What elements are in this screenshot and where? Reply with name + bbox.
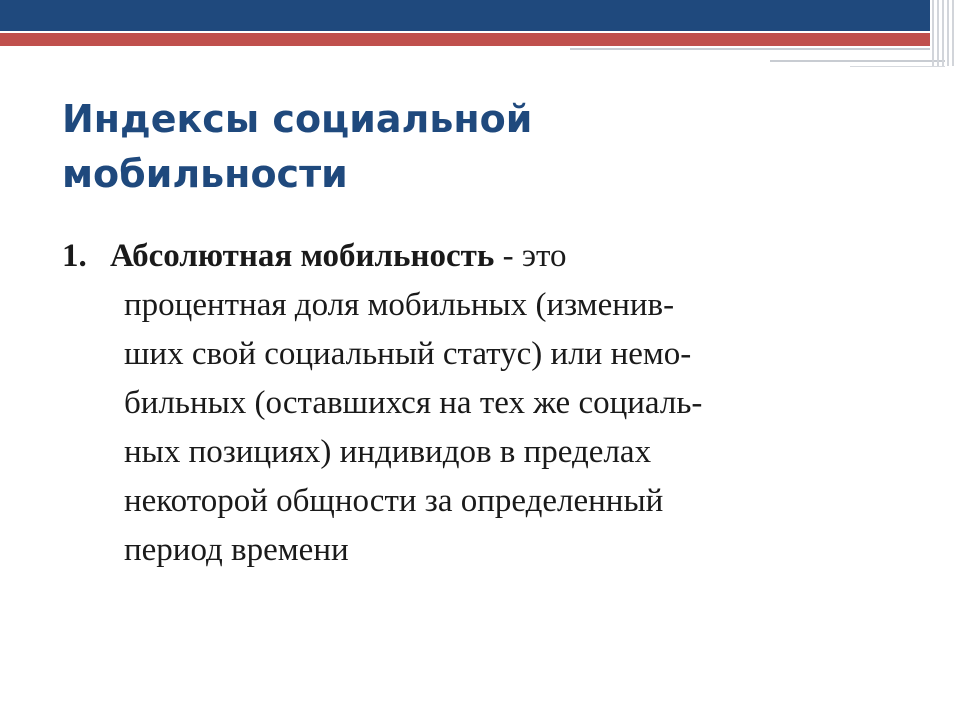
stripe: [932, 0, 934, 66]
stripe: [937, 0, 939, 66]
definition-line: бильных (оставшихся на тех же социаль-: [124, 385, 703, 421]
stripe: [947, 0, 949, 66]
definition-line: период времени: [124, 532, 349, 568]
item-term: Абсолютная мобильность: [110, 238, 495, 274]
header-accent-line: [770, 60, 945, 62]
stripe: [952, 0, 954, 66]
header-stripes: [932, 0, 960, 66]
slide-title: [62, 92, 902, 202]
header-accent-line: [570, 48, 930, 50]
header-accent-line: [850, 66, 945, 67]
stripe: [942, 0, 944, 66]
definition-line: ных позициях) индивидов в пределах: [124, 434, 652, 470]
header-band-blue: [0, 0, 930, 31]
list-item: [62, 232, 912, 575]
title-line-2: мобильности: [62, 152, 348, 196]
definition-line: - это: [494, 238, 567, 274]
item-number: 1.: [62, 238, 87, 274]
slide-body: [62, 232, 912, 575]
title-line-1: Индексы социальной: [62, 97, 533, 141]
definition-line: ших свой социальный статус) или немо-: [124, 336, 692, 372]
header-band-red: [0, 33, 930, 46]
definition-line: процентная доля мобильных (изменив-: [124, 287, 675, 323]
definition-line: некоторой общности за определенный: [124, 483, 664, 519]
